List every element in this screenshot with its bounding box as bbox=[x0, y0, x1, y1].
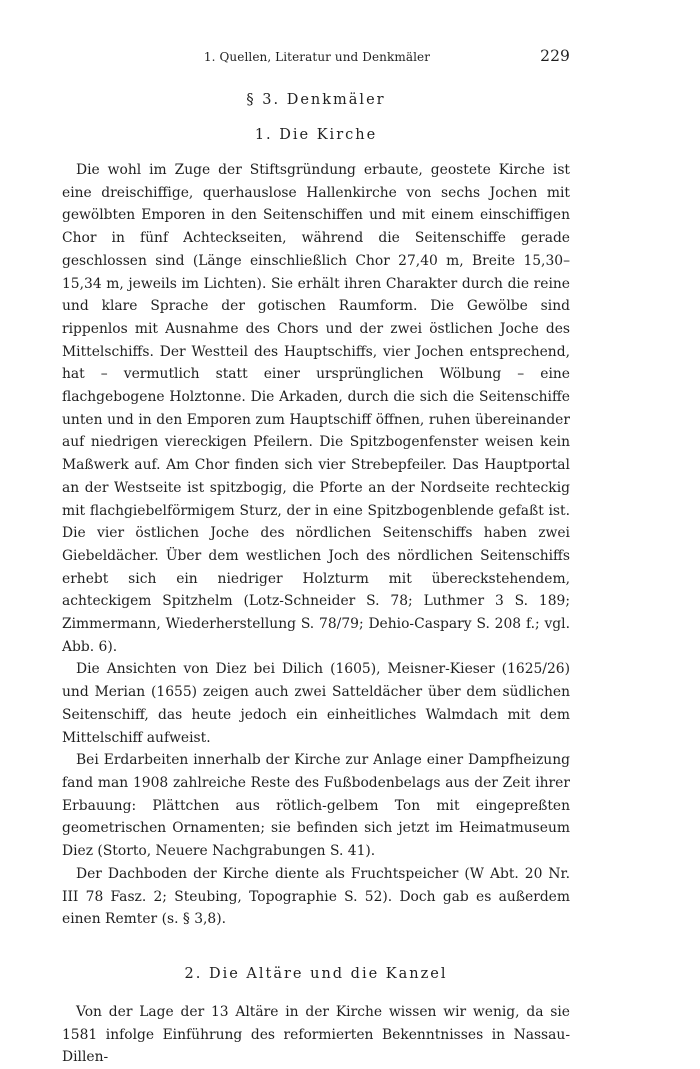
running-head bbox=[62, 47, 570, 72]
section-heading: § 3. Denkmäler bbox=[246, 92, 386, 108]
paragraph: Die Ansichten von Diez bei Dilich (1605), Meisner-Kieser (1625/26) und Merian (1655) zeigen auch zwei Satteldächer über dem südlichen Seitenschiff, das heute jedoch ein einheitliches Walmdach mit dem Mittelschiff aufweist. bbox=[62, 661, 570, 746]
church-text-block bbox=[62, 159, 570, 931]
page-number: 229 bbox=[540, 47, 570, 65]
altars-text-block bbox=[62, 1001, 570, 1069]
subsection-heading-church: 1. Die Kirche bbox=[254, 127, 378, 143]
paragraph: Bei Erdarbeiten innerhalb der Kirche zur Anlage einer Dampfheizung fand man 1908 zahlreiche Reste des Fußbodenbelags aus der Zeit ihrer Erbauung: Plättchen aus rötlich-gelbem Ton mit eingepreßten geometrischen Ornamenten; sie befinden sich jetzt im Heimatmuseum Diez (Storto, Neuere Nachgrabungen S. 41). bbox=[62, 752, 570, 860]
running-head-title: 1. Quellen, Literatur und Denkmäler bbox=[203, 50, 431, 64]
subsection-heading-altars: 2. Die Altäre und die Kanzel bbox=[184, 965, 448, 982]
paragraph: Die wohl im Zuge der Stiftsgründung erbaute, geostete Kirche ist eine dreischiffige, querhauslose Hallenkirche von sechs Jochen mit gewölbten Emporen in den Seitenschiffen und mit einem einschiffigen Chor in fünf Achteckseiten, während die Seitenschiffe gerade geschlossen sind (Länge einschließlich Chor 27,40 m, Breite 15,30–15,34 m, jeweils im Lichten). Sie erhält ihren Charakter durch die reine und klare Sprache der gotischen Raumform. Die Gewölbe sind rippenlos mit Ausnahme des Chors und der zwei östlichen Joche des Mittelschiffs. Der Westteil des Hauptschiffs, vier Jochen entsprechend, hat – vermutlich statt einer ursprünglichen Wölbung – eine flachgebogene Holztonne. Die Arkaden, durch die sich die Seitenschiffe unten und in den Emporen zum Hauptschiff öffnen, ruhen übereinander auf niedrigen viereckigen Pfeilern. Die Spitzbogenfenster weisen kein Maßwerk auf. Am Chor finden sich vier Strebepfeiler. Das Hauptportal an der Westseite ist spitzbogig, die Pforte an der Nordseite rechteckig mit flachgiebelförmigem Sturz, der in eine Spitzbogenblende gefaßt ist. Die vier östlichen Joche des nördlichen Seitenschiffs haben zwei Giebeldächer. Über dem westlichen Joch des nördlichen Seitenschiffs erhebt sich ein niedriger Holzturm mit übereckstehendem, achteckigem Spitzhelm (Lotz-Schneider S. 78; Luthmer 3 S. 189; Zimmermann, Wiederherstellung S. 78/79; Dehio-Caspary S. 208 f.; vgl. Abb. 6). bbox=[62, 162, 570, 655]
paragraph: Der Dachboden der Kirche diente als Fruchtspeicher (W Abt. 20 Nr. III 78 Fasz. 2; Steubing, Topographie S. 52). Doch gab es außerdem einen Remter (s. § 3,8). bbox=[62, 865, 570, 928]
book-page bbox=[62, 47, 570, 1069]
paragraph: Von der Lage der 13 Altäre in der Kirche wissen wir wenig, da sie 1581 infolge Einführung des reformierten Bekenntnisses in Nassau-Dillen- bbox=[62, 1003, 570, 1066]
